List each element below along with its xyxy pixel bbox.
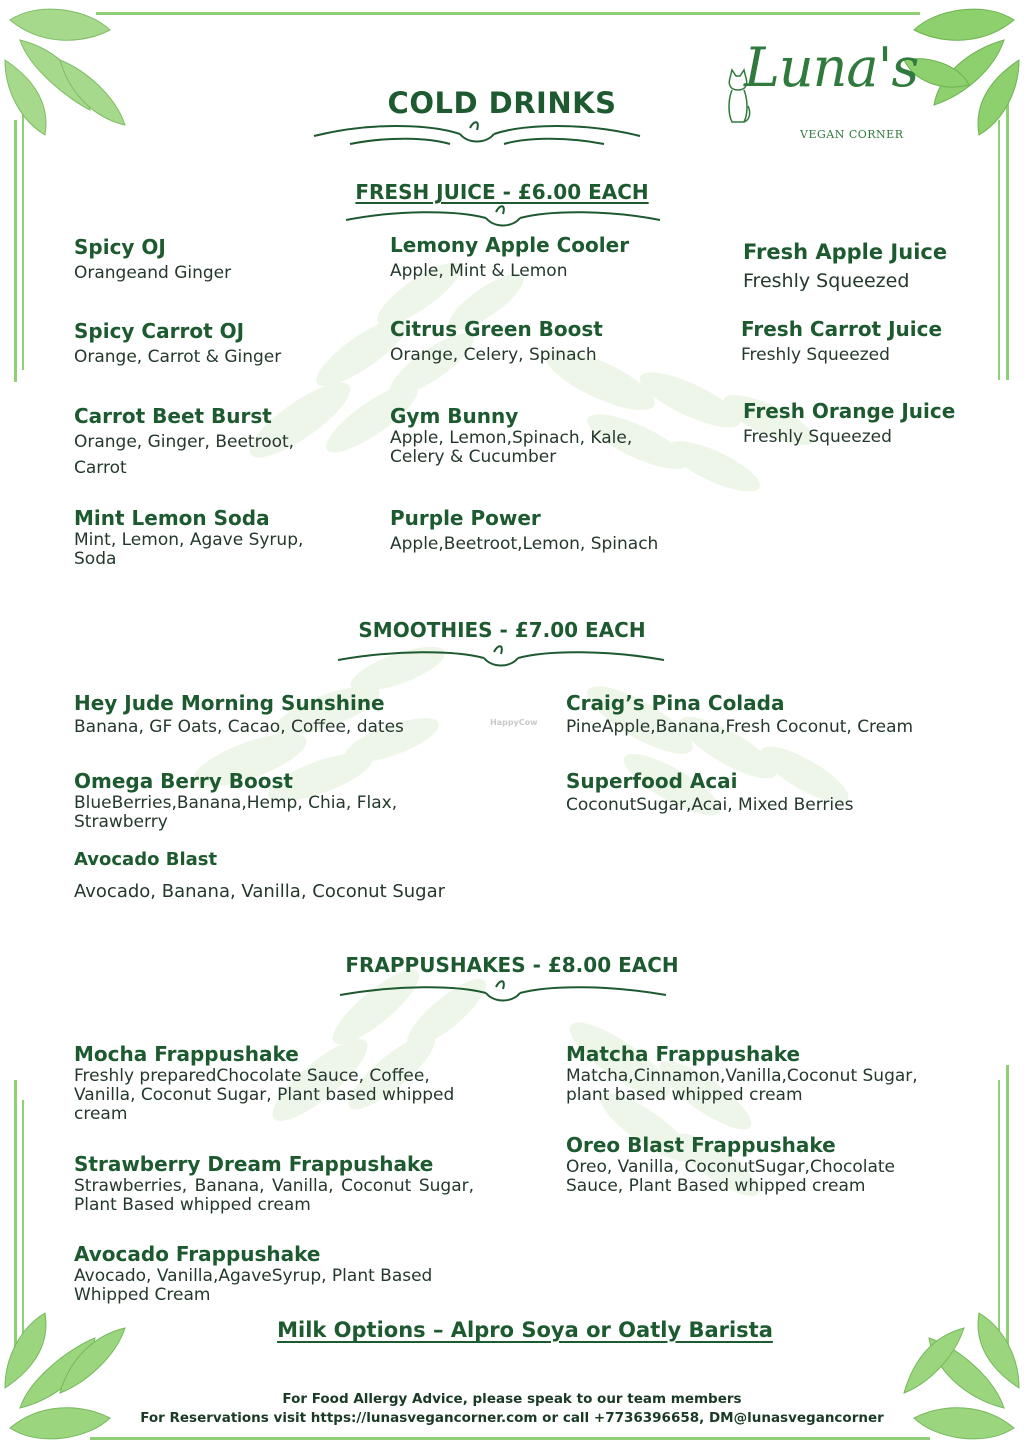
item-name: Hey Jude Morning Sunshine (74, 691, 385, 715)
juice-item-citrus-green-boost (390, 316, 700, 368)
juice-flourish-icon (336, 200, 670, 230)
item-name: Gym Bunny (390, 404, 519, 428)
item-desc: BlueBerries,Banana,Hemp, Chia, Flax, Strawberry (74, 793, 398, 832)
frappushake-item-mocha (74, 1041, 474, 1124)
item-desc: Orange, Ginger, Beetroot, Carrot (74, 432, 295, 478)
item-name: Carrot Beet Burst (74, 404, 272, 428)
item-desc: Freshly Squeezed (743, 270, 910, 292)
item-name: Lemony Apple Cooler (390, 233, 630, 257)
juice-item-fresh-apple-juice (743, 239, 983, 297)
item-name: Purple Power (390, 506, 541, 530)
juice-item-gym-bunny (390, 403, 680, 467)
footer-allergy-note: For Food Allergy Advice, please speak to our team members (282, 1391, 742, 1407)
item-name: Avocado Frappushake (74, 1242, 321, 1266)
item-name: Avocado Blast (74, 849, 218, 870)
frappushakes-flourish-icon (336, 975, 670, 1005)
title-flourish-icon (310, 120, 644, 154)
item-name: Citrus Green Boost (390, 317, 603, 341)
frappushake-item-matcha (566, 1041, 946, 1105)
item-name: Spicy OJ (74, 235, 166, 259)
section-title-frappushakes: FRAPPUSHAKES - £8.00 EACH (345, 953, 679, 977)
page-title: COLD DRINKS (387, 86, 617, 120)
item-desc: Orange, Celery, Spinach (390, 345, 597, 365)
item-name: Fresh Carrot Juice (741, 317, 943, 341)
juice-item-mint-lemon-soda (74, 505, 336, 569)
leaf-corner-top-left-icon (0, 0, 150, 150)
item-name: Mocha Frappushake (74, 1042, 299, 1066)
happycow-watermark: HappyCow (490, 718, 538, 727)
item-desc: Apple,Beetroot,Lemon, Spinach (390, 534, 659, 554)
item-desc: Avocado, Banana, Vanilla, Coconut Sugar (74, 881, 446, 902)
item-name: Superfood Acai (566, 769, 738, 793)
item-name: Strawberry Dream Frappushake (74, 1152, 434, 1176)
section-title-fresh-juice: FRESH JUICE - £6.00 EACH (355, 180, 649, 204)
frame-line-right-inner (998, 120, 1000, 380)
item-desc: Orangeand Ginger (74, 263, 232, 283)
section-title-smoothies: SMOOTHIES - £7.00 EACH (358, 618, 646, 642)
item-desc: Matcha,Cinnamon,Vanilla,Coconut Sugar, plant based whipped cream (566, 1066, 918, 1105)
item-name: Oreo Blast Frappushake (566, 1133, 836, 1157)
smoothie-item-avocado-blast (74, 847, 474, 907)
juice-item-purple-power (390, 505, 720, 557)
juice-item-carrot-beet-burst (74, 403, 336, 481)
item-desc: CoconutSugar,Acai, Mixed Berries (566, 795, 854, 815)
frappushake-item-oreo-blast (566, 1132, 926, 1196)
item-desc: Freshly Squeezed (741, 345, 890, 365)
item-desc: Oreo, Vanilla, CoconutSugar,Chocolate Sauce, Plant Based whipped cream (566, 1157, 896, 1196)
frame-line-bottom (90, 1437, 930, 1440)
frame-line-top (96, 12, 656, 15)
item-name: Fresh Apple Juice (743, 240, 948, 264)
milk-options: Milk Options – Alpro Soya or Oatly Barista (277, 1318, 773, 1342)
brand-tagline: VEGAN CORNER (800, 128, 904, 141)
smoothie-item-pina-colada (566, 690, 966, 738)
smoothies-flourish-icon (334, 640, 668, 670)
item-desc: Avocado, Vanilla,AgaveSyrup, Plant Based Whipped Cream (74, 1266, 433, 1305)
juice-item-spicy-oj (74, 234, 354, 286)
brand-logo (720, 36, 919, 146)
item-name: Omega Berry Boost (74, 769, 293, 793)
juice-item-lemony-apple-cooler (390, 232, 700, 284)
item-name: Mint Lemon Soda (74, 506, 270, 530)
item-desc: Freshly preparedChocolate Sauce, Coffee, Vanilla, Coconut Sugar, Plant based whipped cream (74, 1066, 455, 1124)
juice-item-fresh-orange-juice (743, 398, 1003, 450)
footer-reservations: For Reservations visit https://lunasvegancorner.com or call +7736396658, DM@lunasvegancorner (140, 1410, 884, 1426)
item-desc: Apple, Mint & Lemon (390, 261, 568, 281)
item-desc: Apple, Lemon,Spinach, Kale, Celery & Cucumber (390, 428, 633, 467)
item-desc: Orange, Carrot & Ginger (74, 347, 282, 367)
frame-line-left (14, 120, 17, 382)
item-name: Spicy Carrot OJ (74, 319, 245, 343)
item-name: Matcha Frappushake (566, 1042, 801, 1066)
brand-name: Luna's (744, 36, 919, 99)
item-name: Craig’s Pina Colada (566, 691, 785, 715)
frappushake-item-strawberry-dream (74, 1151, 474, 1215)
smoothie-item-superfood-acai (566, 768, 946, 816)
juice-item-fresh-carrot-juice (741, 316, 991, 368)
item-desc: Banana, GF Oats, Cacao, Coffee, dates (74, 717, 404, 737)
item-desc: Freshly Squeezed (743, 427, 892, 447)
item-desc: PineApple,Banana,Fresh Coconut, Cream (566, 717, 914, 737)
frappushake-item-avocado (74, 1241, 474, 1305)
item-desc: Strawberries, Banana, Vanilla, Coconut Sugar, Plant Based whipped cream (74, 1176, 474, 1215)
item-desc: Mint, Lemon, Agave Syrup, Soda (74, 530, 304, 569)
juice-item-spicy-carrot-oj (74, 318, 354, 370)
smoothie-item-hey-jude (74, 690, 454, 738)
smoothie-item-omega-berry-boost (74, 768, 454, 832)
item-name: Fresh Orange Juice (743, 399, 956, 423)
